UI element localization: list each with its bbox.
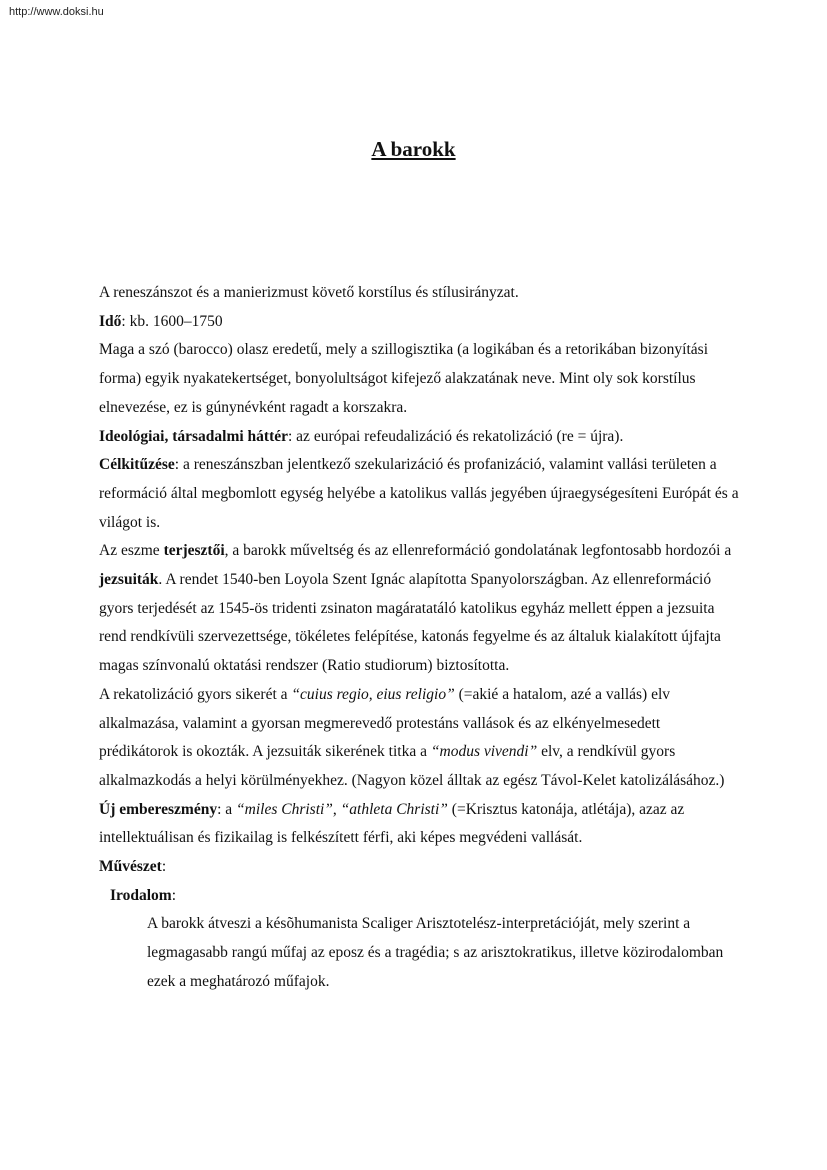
spreaders-term: terjesztői <box>163 542 225 560</box>
page-title: A barokk <box>371 137 456 161</box>
literature-label: Irodalom <box>110 886 172 904</box>
background-label: Ideológiai, társadalmi háttér <box>99 427 288 445</box>
paragraph-ideal <box>99 796 739 853</box>
heading-art <box>99 853 739 882</box>
jesuits-text-3: . A rendet 1540-ben Loyola Szent Ignác alapította Spanyolországban. Az ellenreformáció gyors terjedését az 1545-ös tridenti zsinaton magáratatáló katolikus egyház mellett éppen a jezsuita rend rendkívüli szervezettsége, tökéletes felépítése, katonás fegyelme és az általuk kialakított újfajta magas színvonalú oktatási rendszer (Ratio studiorum) biztosította. <box>99 571 721 675</box>
document-body <box>99 279 739 997</box>
literature-colon: : <box>171 886 177 904</box>
aim-label: Célkitűzése <box>99 456 175 474</box>
ideal-label: Új embereszmény <box>99 800 218 818</box>
jesuits-text-1: Az eszme <box>99 542 164 560</box>
paragraph-period <box>99 308 739 337</box>
recath-text-1: A rekatolizáció gyors sikerét a <box>99 685 292 703</box>
cuius-regio-quote: “cuius regio, eius religio” <box>291 685 455 703</box>
athleta-christi-quote: “athleta Christi” <box>340 800 448 818</box>
period-label: Idő <box>99 312 122 330</box>
paragraph-jesuits <box>99 537 739 681</box>
ideal-text-2: , <box>332 800 341 818</box>
paragraph-intro: A reneszánszot és a manierizmust követő korstílus és stílusirányzat. <box>99 284 519 301</box>
art-label: Művészet <box>99 858 162 876</box>
period-text: : kb. 1600–1750 <box>121 312 223 330</box>
background-text: : az európai refeudalizáció és rekatolizáció (re = újra). <box>288 427 624 445</box>
paragraph-background <box>99 423 739 452</box>
paragraph-aim <box>99 451 739 537</box>
jesuits-term: jezsuiták <box>99 571 159 589</box>
modus-vivendi-quote: “modus vivendi” <box>430 743 538 761</box>
source-url[interactable]: http://www.doksi.hu <box>9 6 104 18</box>
paragraph-recatholization <box>99 681 739 796</box>
recath-text-3: elv, a rendkívül gyors alkalmazkodás a helyi körülményekhez. (Nagyon közel álltak az egész Távol-Kelet katolizálásához.) <box>99 743 725 789</box>
ideal-text-1: : a <box>217 800 237 818</box>
heading-literature <box>99 882 739 911</box>
paragraph-literature: A barokk átveszi a késõhumanista Scaliger Arisztotelész-interpretációját, mely szerint a legmagasabb rangú műfaj az eposz és a tragédia; s az arisztokratikus, illetve közirodalomban ezek a meghatározó műfajok. <box>147 915 724 990</box>
ideal-text-3: (=Krisztus katonája, atlétája), azaz az intellektuálisan és fizikailag is felkészített férfi, aki képes megvédeni vallását. <box>99 800 685 847</box>
recath-text-2: (=akié a hatalom, azé a vallás) elv alkalmazása, valamint a gyorsan megmerevedő protestáns vallások és az elkényelmesedett prédikátorok is okozták. A jezsuiták sikerének titka a <box>99 685 671 761</box>
aim-text: : a reneszánszban jelentkező szekularizáció és profanizáció, valamint vallási területen a reformáció által megbomlott egység helyébe a katolikus vallás jegyében újraegységesíteni Európát és a világot is. <box>99 456 739 531</box>
art-colon: : <box>161 858 167 876</box>
miles-christi-quote: “miles Christi” <box>236 800 333 818</box>
jesuits-text-2: , a barokk műveltség és az ellenreformáció gondolatának legfontosabb hordozói a <box>224 542 732 560</box>
paragraph-etymology: Maga a szó (barocco) olasz eredetű, mely a szillogisztika (a logikában és a retorikában bizonyítási forma) egyik nyakatekertséget, bonyolultságot kifejező alakzatának neve. Mint oly sok korstílus elnevezése, ez is gúnynévként ragadt a korszakra. <box>99 341 708 416</box>
